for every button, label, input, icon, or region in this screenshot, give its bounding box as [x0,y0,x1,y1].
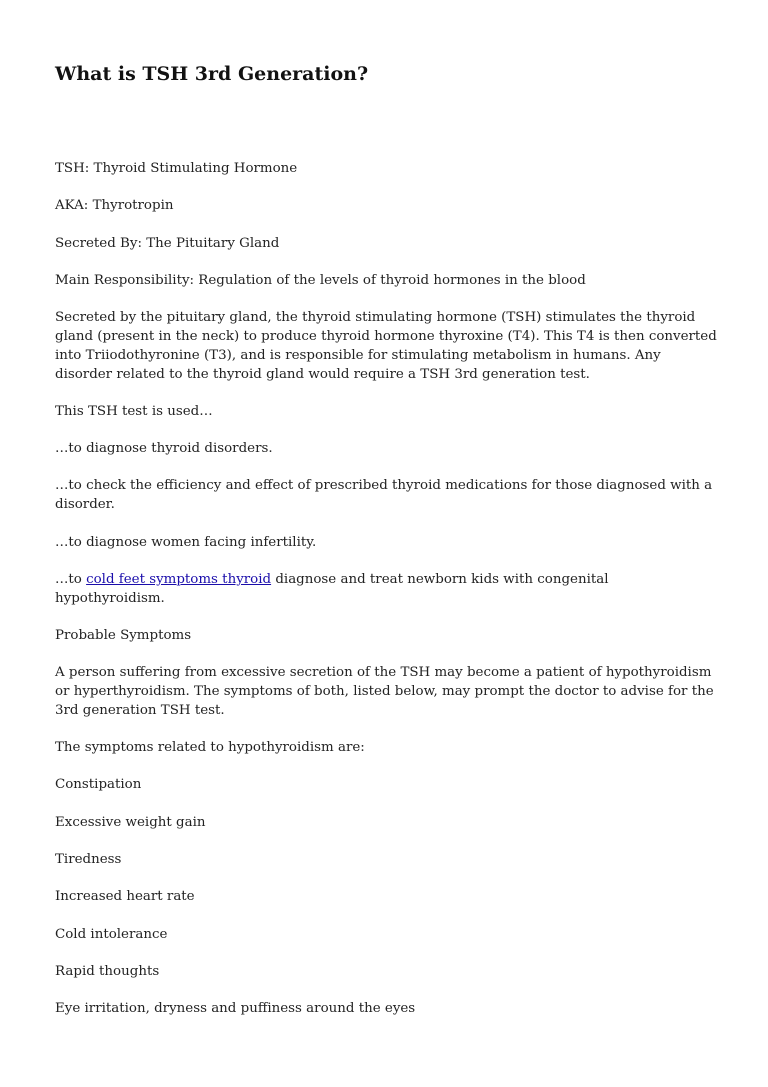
paragraph-probable-symptoms: Probable Symptoms [55,627,192,643]
document-title: What is TSH 3rd Generation? [55,63,369,85]
paragraph-use-diagnose: …to diagnose thyroid disorders. [55,441,273,457]
paragraph-test-used: This TSH test is used… [55,403,213,419]
newborn-prefix: …to [55,571,87,587]
symptom-item: Excessive weight gain [55,814,206,830]
paragraph-use-newborn [55,571,717,609]
paragraph-use-infertility: …to diagnose women facing infertility. [55,534,317,550]
paragraph-secreted-by: Secreted By: The Pituitary Gland [55,235,280,251]
newborn-suffix: diagnose and treat newborn kids with congenital hypothyroidism. [55,571,609,606]
paragraph-hypothyroidism-intro: The symptoms related to hypothyroidism are: [55,740,365,756]
symptom-item: Eye irritation, dryness and puffiness around the eyes [55,1001,416,1017]
paragraph-description: Secreted by the pituitary gland, the thyroid stimulating hormone (TSH) stimulates the thyroid gland (present in the neck) to produce thyroid hormone thyroxine (T4). This T4 is then converted into Triiodothyronine (T3), and is responsible for stimulating metabolism in humans. Any disorder related to the thyroid gland would require a TSH 3rd generation test. [55,310,717,382]
paragraph-aka: AKA: Thyrotropin [55,198,174,214]
paragraph-tsh-definition: TSH: Thyroid Stimulating Hormone [55,161,298,176]
symptom-item: Increased heart rate [55,889,195,905]
cold-feet-symptoms-link[interactable]: cold feet symptoms thyroid [86,571,272,587]
symptom-item: Constipation [55,777,142,793]
symptom-item: Rapid thoughts [55,963,160,979]
paragraph-symptoms-intro: A person suffering from excessive secretion of the TSH may become a patient of hypothyroidism or hyperthyroidism. The symptoms of both, listed below, may prompt the doctor to advise for the 3rd generation TSH test. [55,665,714,718]
paragraph-use-medication: …to check the efficiency and effect of prescribed thyroid medications for those diagnosed with a disorder. [55,478,713,513]
paragraph-main-responsibility: Main Responsibility: Regulation of the levels of thyroid hormones in the blood [55,272,586,288]
symptom-item: Tiredness [55,852,122,868]
symptom-item: Cold intolerance [55,926,168,942]
document-body [55,160,717,1038]
